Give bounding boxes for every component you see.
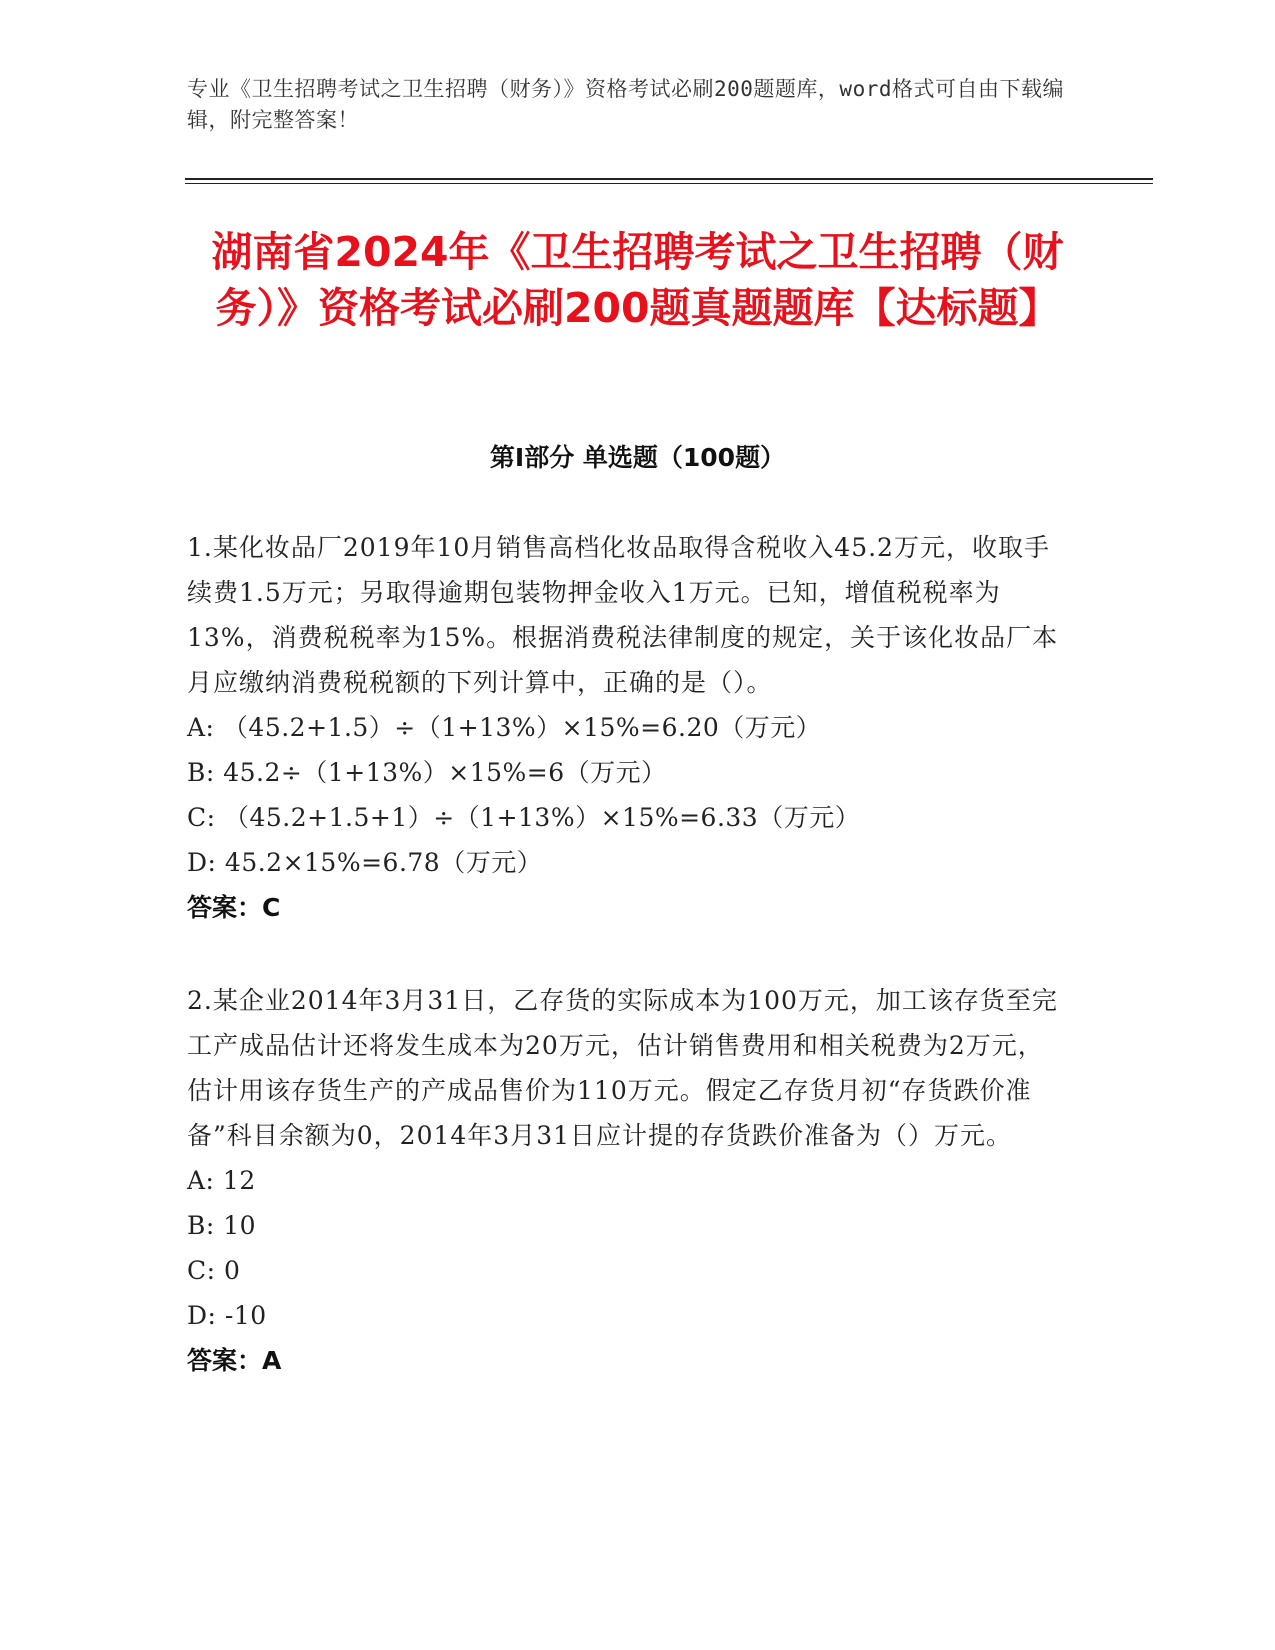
option-c: C: （45.2+1.5+1）÷（1+13%）×15%=6.33（万元） bbox=[187, 803, 861, 832]
option-d: D: 45.2×15%=6.78（万元） bbox=[187, 848, 543, 877]
header-note: 专业《卫生招聘考试之卫生招聘（财务）》资格考试必刷200题题库，word格式可自由下载编辑，附完整答案！ bbox=[187, 77, 1064, 132]
question-2 bbox=[187, 978, 1067, 1383]
header-divider-thick bbox=[185, 178, 1153, 180]
option-a: A: （45.2+1.5）÷（1+13%）×15%=6.20（万元） bbox=[187, 713, 822, 742]
header-divider-thin bbox=[185, 183, 1153, 184]
option-c: C: 0 bbox=[187, 1256, 241, 1285]
option-b: B: 45.2÷（1+13%）×15%=6（万元） bbox=[187, 758, 667, 787]
option-b: B: 10 bbox=[187, 1211, 257, 1240]
answer-text: 答案：C bbox=[187, 893, 281, 922]
question-stem: 1.某化妆品厂2019年10月销售高档化妆品取得含税收入45.2万元，收取手续费1.5万元；另取得逾期包装物押金收入1万元。已知，增值税税率为13%，消费税税率为15%。根据消费税法律制度的规定，关于该化妆品厂本月应缴纳消费税税额的下列计算中，正确的是（）。 bbox=[187, 533, 1059, 697]
answer-text: 答案：A bbox=[187, 1346, 282, 1375]
question-stem: 2.某企业2014年3月31日，乙存货的实际成本为100万元，加工该存货至完工产成品估计还将发生成本为20万元，估计销售费用和相关税费为2万元，估计用该存货生产的产成品售价为110万元。假定乙存货月初“存货跌价准备”科目余额为0，2014年3月31日应计提的存货跌价准备为（）万元。 bbox=[187, 986, 1058, 1150]
question-1 bbox=[187, 525, 1067, 930]
section-heading: 第I部分 单选题（100题） bbox=[489, 443, 786, 472]
option-d: D: -10 bbox=[187, 1301, 267, 1330]
option-a: A: 12 bbox=[187, 1166, 256, 1195]
document-title: 湖南省2024年《卫生招聘考试之卫生招聘（财务）》资格考试必刷200题真题题库【达标题】 bbox=[211, 228, 1064, 332]
